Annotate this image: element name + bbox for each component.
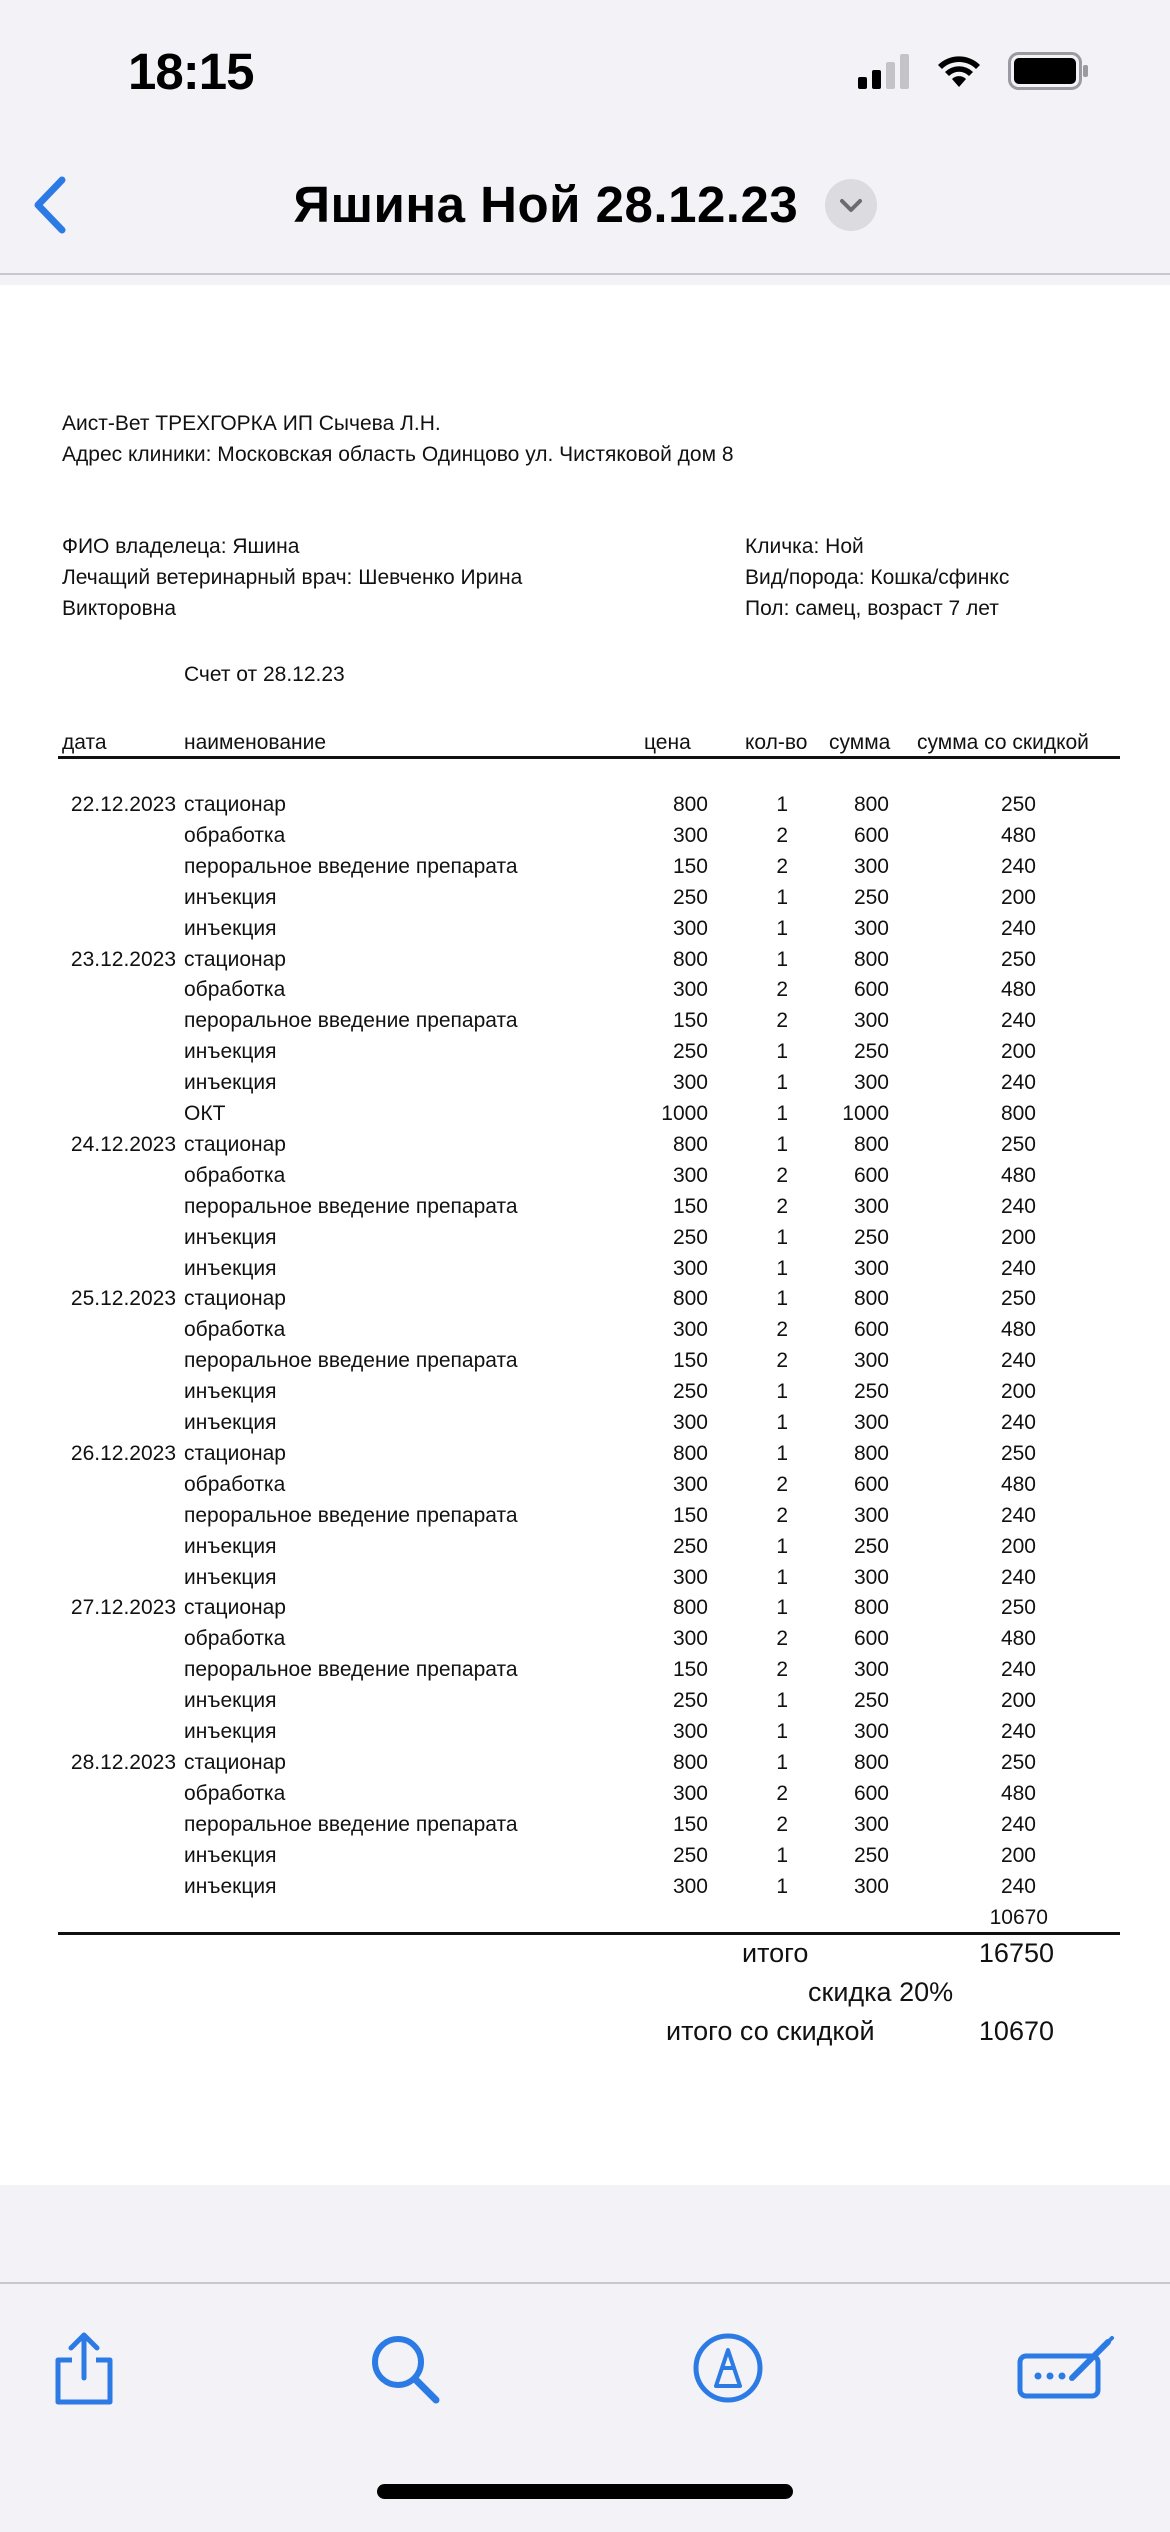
cell-qty: 1 <box>776 1751 788 1774</box>
cellular-signal-icon <box>858 53 910 89</box>
signature-icon[interactable] <box>1012 2328 1118 2408</box>
cell-name: стационар <box>184 1287 286 1310</box>
cell-price: 800 <box>672 1442 708 1465</box>
total-discounted-value: 10670 <box>978 2016 1054 2046</box>
cell-discounted: 240 <box>1000 1720 1036 1743</box>
cell-qty: 1 <box>776 1257 788 1280</box>
cell-price: 250 <box>672 1535 708 1558</box>
cell-discounted: 240 <box>1000 1349 1036 1372</box>
cell-discounted: 250 <box>1000 1442 1036 1465</box>
cell-discounted: 240 <box>1000 1658 1036 1681</box>
cell-price: 300 <box>672 1627 708 1650</box>
cell-name: стационар <box>184 1133 286 1156</box>
cell-sum: 300 <box>853 855 889 878</box>
cell-name: инъекция <box>184 1071 277 1094</box>
cell-qty: 1 <box>776 1411 788 1434</box>
footer-rule <box>58 1932 1120 1935</box>
cell-sum: 600 <box>853 1627 889 1650</box>
cell-name: стационар <box>184 1751 286 1774</box>
cell-sum: 300 <box>853 1566 889 1589</box>
cell-name: пероральное введение препарата <box>184 1658 518 1681</box>
cell-discounted: 240 <box>1000 1071 1036 1094</box>
cell-price: 250 <box>672 1226 708 1249</box>
invoice-title: Счет от 28.12.23 <box>184 663 345 686</box>
cell-discounted: 250 <box>1000 948 1036 971</box>
cell-discounted: 480 <box>1000 1627 1036 1650</box>
cell-sum: 300 <box>853 1257 889 1280</box>
cell-discounted: 480 <box>1000 978 1036 1001</box>
cell-qty: 1 <box>776 1071 788 1094</box>
cell-qty: 2 <box>776 1627 788 1650</box>
cell-sum: 300 <box>853 917 889 940</box>
cell-price: 300 <box>672 917 708 940</box>
navigation-bar <box>0 150 1170 275</box>
cell-date: 22.12.2023 <box>70 793 176 816</box>
cell-price: 300 <box>672 1720 708 1743</box>
cell-name: обработка <box>184 1318 286 1341</box>
cell-price: 800 <box>672 793 708 816</box>
cell-price: 800 <box>672 1751 708 1774</box>
discounted-column-total: 10670 <box>989 1906 1048 1929</box>
cell-qty: 2 <box>776 1318 788 1341</box>
cell-name: стационар <box>184 1442 286 1465</box>
cell-discounted: 250 <box>1000 1287 1036 1310</box>
cell-qty: 1 <box>776 1566 788 1589</box>
cell-discounted: 480 <box>1000 824 1036 847</box>
vet-name-continued: Викторовна <box>62 597 177 620</box>
cell-qty: 2 <box>776 1658 788 1681</box>
cell-sum: 250 <box>853 1380 889 1403</box>
cell-qty: 1 <box>776 1689 788 1712</box>
cell-qty: 2 <box>776 1813 788 1836</box>
status-time: 18:15 <box>128 43 254 100</box>
cell-sum: 300 <box>853 1349 889 1372</box>
cell-sum: 800 <box>853 793 889 816</box>
cell-price: 250 <box>672 886 708 909</box>
cell-qty: 2 <box>776 855 788 878</box>
cell-qty: 2 <box>776 1473 788 1496</box>
cell-sum: 300 <box>853 1504 889 1527</box>
cell-sum: 600 <box>853 824 889 847</box>
cell-sum: 1000 <box>842 1102 889 1125</box>
cell-price: 300 <box>672 1782 708 1805</box>
cell-name: инъекция <box>184 1844 277 1867</box>
cell-qty: 1 <box>776 886 788 909</box>
cell-date: 28.12.2023 <box>70 1751 176 1774</box>
cell-discounted: 240 <box>1000 917 1036 940</box>
cell-qty: 1 <box>776 1720 788 1743</box>
cell-price: 800 <box>672 1596 708 1619</box>
cell-sum: 800 <box>853 1596 889 1619</box>
cell-date: 23.12.2023 <box>70 948 176 971</box>
cell-name: пероральное введение препарата <box>184 855 518 878</box>
cell-sum: 250 <box>853 1226 889 1249</box>
cell-name: инъекция <box>184 1411 277 1434</box>
cell-name: инъекция <box>184 1875 277 1898</box>
cell-discounted: 240 <box>1000 1813 1036 1836</box>
cell-sum: 300 <box>853 1071 889 1094</box>
cell-discounted: 240 <box>1000 1504 1036 1527</box>
cell-qty: 1 <box>776 1442 788 1465</box>
cell-price: 800 <box>672 948 708 971</box>
cell-price: 1000 <box>661 1102 708 1125</box>
cell-sum: 800 <box>853 1442 889 1465</box>
cell-sum: 300 <box>853 1813 889 1836</box>
cell-name: инъекция <box>184 886 277 909</box>
owner-name: ФИО владелеца: Яшина <box>62 535 300 558</box>
cell-sum: 800 <box>853 948 889 971</box>
cell-name: инъекция <box>184 1380 277 1403</box>
cell-name: ОКТ <box>184 1102 226 1125</box>
nav-title-area[interactable] <box>0 175 1170 234</box>
cell-sum: 250 <box>853 1689 889 1712</box>
total-value: 16750 <box>978 1938 1054 1968</box>
cell-qty: 1 <box>776 917 788 940</box>
cell-qty: 1 <box>776 1380 788 1403</box>
cell-sum: 250 <box>853 1040 889 1063</box>
cell-name: пероральное введение препарата <box>184 1504 518 1527</box>
cell-sum: 600 <box>853 1473 889 1496</box>
cell-discounted: 200 <box>1000 1226 1036 1249</box>
cell-price: 150 <box>672 1813 708 1836</box>
cell-date: 24.12.2023 <box>70 1133 176 1156</box>
cell-price: 150 <box>672 1349 708 1372</box>
cell-sum: 250 <box>853 886 889 909</box>
cell-price: 800 <box>672 1287 708 1310</box>
cell-qty: 1 <box>776 1040 788 1063</box>
cell-discounted: 480 <box>1000 1782 1036 1805</box>
cell-name: обработка <box>184 978 286 1001</box>
cell-price: 300 <box>672 1875 708 1898</box>
cell-name: обработка <box>184 1627 286 1650</box>
cell-discounted: 800 <box>1000 1102 1036 1125</box>
status-bar <box>0 0 1170 150</box>
cell-price: 150 <box>672 1009 708 1032</box>
cell-sum: 600 <box>853 978 889 1001</box>
cell-sum: 600 <box>853 1782 889 1805</box>
home-indicator[interactable] <box>377 2484 793 2499</box>
markup-icon[interactable] <box>688 2328 768 2408</box>
cell-name: инъекция <box>184 1689 277 1712</box>
cell-discounted: 200 <box>1000 1844 1036 1867</box>
cell-qty: 2 <box>776 1195 788 1218</box>
search-icon[interactable] <box>364 2328 444 2408</box>
cell-discounted: 200 <box>1000 1040 1036 1063</box>
title-menu-chevron-icon[interactable] <box>825 179 877 231</box>
column-header-qty: кол-во <box>745 731 808 754</box>
cell-date: 26.12.2023 <box>70 1442 176 1465</box>
cell-price: 300 <box>672 1566 708 1589</box>
cell-name: обработка <box>184 1473 286 1496</box>
cell-name: пероральное введение препарата <box>184 1195 518 1218</box>
cell-name: стационар <box>184 1596 286 1619</box>
cell-price: 300 <box>672 1071 708 1094</box>
cell-sum: 800 <box>853 1287 889 1310</box>
cell-discounted: 240 <box>1000 1411 1036 1434</box>
cell-qty: 1 <box>776 1102 788 1125</box>
share-icon[interactable] <box>44 2328 124 2408</box>
clinic-address: Адрес клиники: Московская область Одинцово ул. Чистяковой дом 8 <box>62 443 734 466</box>
document-title[interactable]: Яшина Ной 28.12.23 <box>293 176 799 233</box>
cell-price: 300 <box>672 1473 708 1496</box>
document-viewer[interactable] <box>0 285 1170 2185</box>
cell-price: 300 <box>672 1318 708 1341</box>
cell-qty: 1 <box>776 1596 788 1619</box>
cell-date: 25.12.2023 <box>70 1287 176 1310</box>
cell-name: инъекция <box>184 1257 277 1280</box>
cell-discounted: 200 <box>1000 1689 1036 1712</box>
cell-price: 250 <box>672 1689 708 1712</box>
cell-price: 150 <box>672 1658 708 1681</box>
cell-price: 300 <box>672 978 708 1001</box>
cell-discounted: 240 <box>1000 1257 1036 1280</box>
cell-sum: 300 <box>853 1009 889 1032</box>
cell-qty: 1 <box>776 793 788 816</box>
cell-date: 27.12.2023 <box>70 1596 176 1619</box>
cell-name: пероральное введение препарата <box>184 1813 518 1836</box>
column-header-name: наименование <box>184 731 327 754</box>
column-header-price: цена <box>644 731 691 754</box>
wifi-icon <box>934 53 984 89</box>
cell-name: инъекция <box>184 1040 277 1063</box>
cell-qty: 1 <box>776 1875 788 1898</box>
cell-name: инъекция <box>184 917 277 940</box>
cell-name: стационар <box>184 948 286 971</box>
cell-price: 250 <box>672 1040 708 1063</box>
cell-discounted: 200 <box>1000 1535 1036 1558</box>
cell-sum: 800 <box>853 1751 889 1774</box>
cell-name: обработка <box>184 1164 286 1187</box>
cell-qty: 1 <box>776 1133 788 1156</box>
cell-name: инъекция <box>184 1566 277 1589</box>
pet-breed: Вид/порода: Кошка/сфинкс <box>745 566 1010 589</box>
cell-discounted: 480 <box>1000 1473 1036 1496</box>
cell-price: 300 <box>672 1164 708 1187</box>
pet-sex-age: Пол: самец, возраст 7 лет <box>745 597 999 620</box>
cell-price: 250 <box>672 1844 708 1867</box>
cell-discounted: 240 <box>1000 1009 1036 1032</box>
cell-sum: 300 <box>853 1411 889 1434</box>
column-header-discounted: сумма со скидкой <box>917 731 1089 754</box>
cell-sum: 300 <box>853 1195 889 1218</box>
cell-name: обработка <box>184 824 286 847</box>
cell-qty: 2 <box>776 1504 788 1527</box>
vet-name: Лечащий ветеринарный врач: Шевченко Ирина <box>62 566 523 589</box>
cell-discounted: 240 <box>1000 855 1036 878</box>
cell-price: 800 <box>672 1133 708 1156</box>
cell-name: стационар <box>184 793 286 816</box>
cell-qty: 2 <box>776 978 788 1001</box>
cell-price: 150 <box>672 855 708 878</box>
cell-sum: 600 <box>853 1318 889 1341</box>
cell-discounted: 480 <box>1000 1318 1036 1341</box>
cell-qty: 1 <box>776 1535 788 1558</box>
column-header-date: дата <box>62 731 107 754</box>
cell-sum: 300 <box>853 1658 889 1681</box>
status-icons <box>858 52 1090 90</box>
cell-qty: 1 <box>776 1226 788 1249</box>
cell-qty: 1 <box>776 1844 788 1867</box>
cell-qty: 2 <box>776 1164 788 1187</box>
header-rule <box>58 756 1120 759</box>
cell-discounted: 250 <box>1000 1751 1036 1774</box>
cell-price: 250 <box>672 1380 708 1403</box>
cell-sum: 250 <box>853 1844 889 1867</box>
cell-name: инъекция <box>184 1535 277 1558</box>
cell-discounted: 240 <box>1000 1566 1036 1589</box>
cell-price: 300 <box>672 1411 708 1434</box>
cell-discounted: 240 <box>1000 1195 1036 1218</box>
cell-name: пероральное введение препарата <box>184 1349 518 1372</box>
cell-name: инъекция <box>184 1226 277 1249</box>
column-header-sum: сумма <box>829 731 891 754</box>
cell-sum: 250 <box>853 1535 889 1558</box>
cell-discounted: 480 <box>1000 1164 1036 1187</box>
cell-qty: 2 <box>776 1782 788 1805</box>
total-discounted-label: итого со скидкой <box>666 2016 875 2046</box>
discount-label: скидка 20% <box>808 1977 954 2007</box>
cell-qty: 1 <box>776 948 788 971</box>
cell-discounted: 250 <box>1000 1133 1036 1156</box>
cell-qty: 2 <box>776 1349 788 1372</box>
pet-name: Кличка: Ной <box>745 535 864 558</box>
cell-price: 150 <box>672 1504 708 1527</box>
cell-qty: 2 <box>776 1009 788 1032</box>
cell-price: 150 <box>672 1195 708 1218</box>
cell-name: инъекция <box>184 1720 277 1743</box>
cell-sum: 300 <box>853 1875 889 1898</box>
cell-name: пероральное введение препарата <box>184 1009 518 1032</box>
cell-sum: 800 <box>853 1133 889 1156</box>
total-label: итого <box>742 1938 809 1968</box>
cell-qty: 1 <box>776 1287 788 1310</box>
cell-discounted: 200 <box>1000 1380 1036 1403</box>
cell-sum: 300 <box>853 1720 889 1743</box>
cell-discounted: 250 <box>1000 793 1036 816</box>
cell-price: 300 <box>672 1257 708 1280</box>
cell-price: 300 <box>672 824 708 847</box>
clinic-name: Аист-Вет ТРЕХГОРКА ИП Сычева Л.Н. <box>62 412 441 435</box>
cell-qty: 2 <box>776 824 788 847</box>
cell-discounted: 250 <box>1000 1596 1036 1619</box>
cell-name: обработка <box>184 1782 286 1805</box>
cell-discounted: 200 <box>1000 886 1036 909</box>
battery-icon <box>1008 52 1090 90</box>
cell-discounted: 240 <box>1000 1875 1036 1898</box>
cell-sum: 600 <box>853 1164 889 1187</box>
